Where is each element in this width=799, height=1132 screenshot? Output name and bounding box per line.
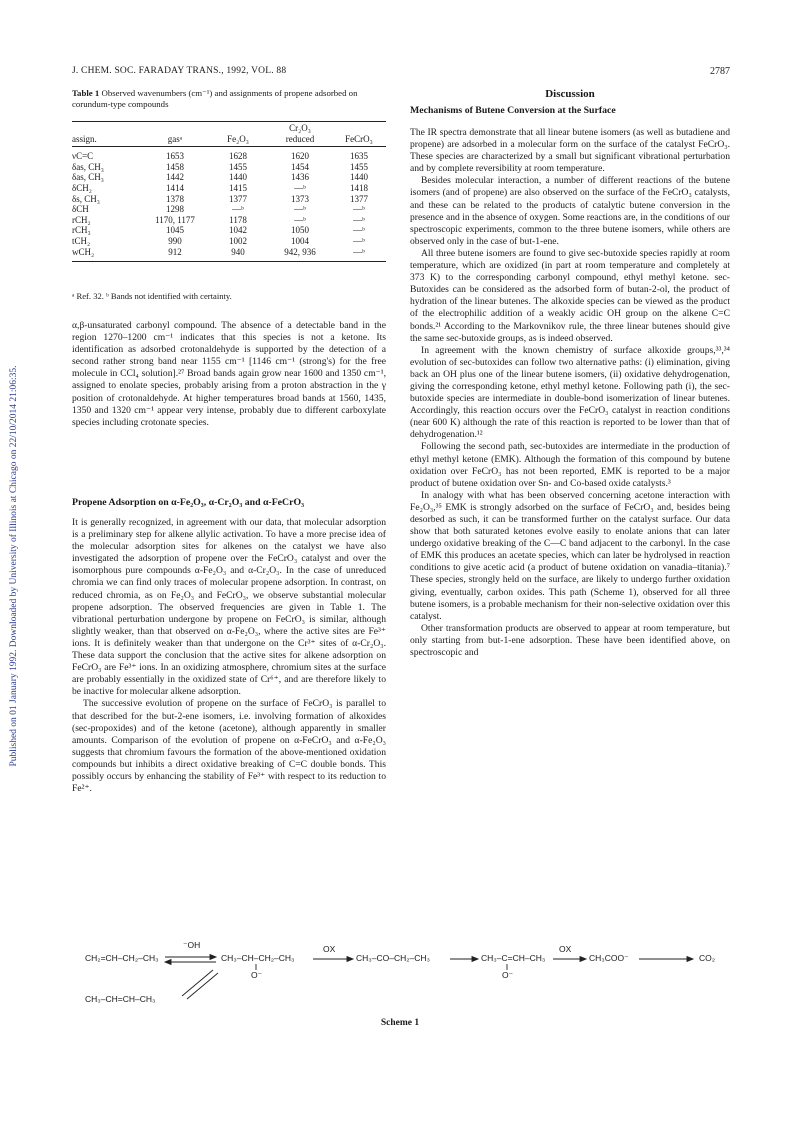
wavenumber-cell: 1455 bbox=[229, 161, 247, 172]
table-caption-label: Table 1 bbox=[72, 88, 100, 98]
right-paragraph-2: Besides molecular interaction, a number of different reactions of the butene isomers (and of propene) are also observed on the surface of the FeCrO₃ catalysts, and these can be related to the products of catalytic butene conversion in the presence and in the absence of oxygen. Some reactions are, in the conditions of our spectroscopic experiments, common to the three butene isomers, while others are observed only in the case of but-1-ene. bbox=[410, 175, 730, 247]
ox-label-2: OX bbox=[559, 944, 572, 954]
table-row bbox=[72, 194, 386, 205]
reactant-but-1-ene: CH₂=CH–CH₂–CH₃ bbox=[85, 953, 159, 963]
table-header-fecro3: FeCrO₃ bbox=[332, 134, 386, 147]
page-number: 2787 bbox=[710, 66, 730, 77]
table-caption-text: Observed wavenumbers (cm⁻¹) and assignments of propene adsorbed on corundum-type compounds bbox=[72, 88, 358, 109]
wavenumber-cell: 942, 936 bbox=[268, 247, 332, 262]
arrowhead bbox=[347, 957, 353, 962]
carbon-dioxide: CO₂ bbox=[699, 953, 716, 963]
table-header-reduced: reduced bbox=[268, 134, 332, 147]
wavenumber-cell: —ᵇ bbox=[353, 225, 365, 236]
arrowhead bbox=[210, 955, 216, 960]
wavenumber-cell: 1440 bbox=[350, 172, 368, 183]
wavenumber-cell: —ᵇ bbox=[294, 214, 306, 225]
reactant-but-2-ene: CH₃–CH=CH–CH₃ bbox=[85, 994, 156, 1004]
wavenumber-cell: 1045 bbox=[166, 225, 184, 236]
wavenumber-cell: —ᵇ bbox=[353, 235, 365, 246]
table-row bbox=[72, 247, 386, 262]
table-footnote: ᵃ Ref. 32. ᵇ Bands not identified with certainty. bbox=[72, 291, 232, 301]
table-row bbox=[72, 225, 386, 236]
wavenumber-cell: 1455 bbox=[350, 161, 368, 172]
assignment-cell: νC=C bbox=[72, 151, 94, 162]
wavenumber-cell: —ᵇ bbox=[294, 182, 306, 193]
diagonal-line bbox=[187, 973, 218, 999]
left-paragraph-1: α,β-unsaturated carbonyl compound. The absence of a detectable band in the region 1270–1200 cm⁻¹ indicates that this species is not a ketone. Its identification as adsorbed crotonaldehyde is supported by the detection of a second rather strong band near 1155 cm⁻¹ [1146 cm⁻¹ (strong's) for the free molecule in CCl₄ solution].²⁷ Broad bands again grow near 1600 and 1350 cm⁻¹, assigned to enolate species, probably arising from a proton abstraction in the γ position of crotonaldehyde. At higher temperatures broad bands at 1560, 1435, 1350 and 1320 cm⁻¹ appear very intense, probably due to different carboxylate species including crotonate species. bbox=[72, 320, 386, 428]
table-body bbox=[72, 147, 386, 262]
wavenumber-cell: 1414 bbox=[166, 182, 184, 193]
wavenumber-cell: 1454 bbox=[291, 161, 309, 172]
assignment-cell: δCH₂ bbox=[72, 182, 92, 193]
sec-butoxide-oxygen: O⁻ bbox=[251, 970, 263, 980]
right-paragraph-5: Following the second path, sec-butoxides are intermediate in the production of ethyl methyl ketone (EMK). Although the formation of this compound by butene oxidation over FeCrO₃ has not been reported, EMK is reported to be a major product of butene oxidation over Sn- and Co-based oxide catalysts.³ bbox=[410, 441, 730, 489]
arrowhead bbox=[580, 957, 586, 962]
assignment-cell: δas, CH₃ bbox=[72, 172, 104, 183]
running-head: J. CHEM. SOC. FARADAY TRANS., 1992, VOL. 88 bbox=[72, 66, 287, 76]
wavenumber-cell: —ᵇ bbox=[353, 214, 365, 225]
wavenumber-cell: 912 bbox=[142, 247, 208, 262]
assignment-cell: rCH₃ bbox=[72, 225, 91, 236]
discussion-title: Discussion bbox=[545, 88, 595, 100]
right-column bbox=[410, 127, 730, 659]
wavenumber-cell: 1620 bbox=[291, 151, 309, 162]
ethyl-methyl-ketone: CH₃–CO–CH₂–CH₃ bbox=[356, 953, 430, 963]
wavenumber-cell: 1458 bbox=[166, 161, 184, 172]
arrowhead bbox=[687, 957, 693, 962]
wavenumber-cell: 940 bbox=[208, 247, 268, 262]
arrowhead bbox=[165, 960, 171, 965]
wavenumber-cell: 990 bbox=[168, 235, 182, 246]
wavenumber-cell: 1378 bbox=[166, 193, 184, 204]
assignment-cell: rCH₂ bbox=[72, 214, 91, 225]
wavenumber-cell: 1050 bbox=[291, 225, 309, 236]
wavenumber-cell: 1042 bbox=[229, 225, 247, 236]
sec-butoxide: CH₃–CH–CH₂–CH₃ bbox=[221, 953, 295, 963]
table-row bbox=[72, 162, 386, 173]
table-row bbox=[72, 183, 386, 194]
right-paragraph-7: Other transformation products are observed to appear at room temperature, but only starting from but-1-ene adsorption. These have been identified above, on spectroscopic and bbox=[410, 622, 730, 659]
wavenumber-cell: 1377 bbox=[229, 193, 247, 204]
assignment-cell: wCH₂ bbox=[72, 247, 142, 262]
assignment-cell: δCH bbox=[72, 204, 89, 215]
table-row bbox=[72, 204, 386, 215]
wavenumber-cell: —ᵇ bbox=[294, 204, 306, 215]
assignment-cell: δs, CH₃ bbox=[72, 193, 100, 204]
left-column-upper bbox=[72, 320, 386, 429]
oh-label: ⁻OH bbox=[183, 940, 201, 950]
wavenumber-cell: 1628 bbox=[229, 151, 247, 162]
table-header-cr2o3: Cr₂O₃ bbox=[289, 123, 311, 133]
left-paragraph-3: The successive evolution of propene on the surface of FeCrO₃ is parallel to that described for the but-2-ene isomers, i.e. involving formation of alkoxides (sec-propoxides) and of the ketone (acetone), although apparently in smaller amounts. Comparison of the evolution of propene on α-FeCrO₃ and α-Fe₂O₃ suggests that chromium favours the formation of the above-mentioned oxidation compounds but inhibits a direct oxidative breaking of C=C double bonds. This possibly occurs by enhancing the stability of Fe³⁺ with respect to its reduction to Fe²⁺. bbox=[72, 698, 386, 795]
scheme-caption: Scheme 1 bbox=[380, 1018, 420, 1028]
right-paragraph-6: In analogy with what has been observed concerning acetone interaction with Fe₂O₃,³⁵ EMK is strongly adsorbed on the surface of FeCrO₃ and, besides being desorbed as such, it can be transformed further on the catalyst surface. Our data show that both saturated ketones evolve easily to enolate anions that can later undergo oxidative breaking of the C—C band adjacent to the carbonyl. In the case of EMK this produces an acetate species, which can later be hydrolysed in reaction conditions to give acetic acid (a product of butene oxidation on vanadia–titania).⁷ These species, strongly held on the surface, are likely to undergo further oxidation giving, eventually, carbon oxides. This path (Scheme 1), observed for all three butene isomers, is a probable mechanism for their non-selective oxidation over this catalyst. bbox=[410, 489, 730, 622]
wavenumber-cell: 1415 bbox=[229, 182, 247, 193]
wavenumber-cell: 1373 bbox=[291, 193, 309, 204]
left-column-lower bbox=[72, 517, 386, 795]
right-paragraph-4: In agreement with the known chemistry of surface alkoxide groups,³³,³⁴ evolution of sec-butoxides can follow two alternative paths: (i) elimination, giving back an OH plus one of the linear butene isomers, (ii) oxidative dehydrogenation, giving the corresponding ketone, ethyl methyl ketone. Following path (i), the sec-butoxide species are intermediate in double-bond isomerization of linear butenes. Accordingly, this reaction occurs over the FeCrO₃ catalyst in reaction conditions (near 600 K) although the rate of this reaction is reported to be lower than that of dehydrogenation.¹² bbox=[410, 344, 730, 441]
wavenumber-cell: —ᵇ bbox=[332, 247, 386, 262]
wavenumber-cell: 1004 bbox=[291, 235, 309, 246]
provenance-text: Published on 01 January 1992. Downloaded by University of Illinois at Chicago on 22/10/2014 21:06:35. bbox=[9, 365, 19, 767]
provenance-sidebar bbox=[6, 0, 22, 1132]
enolate: CH₃–C=CH–CH₃ bbox=[481, 953, 546, 963]
table-row bbox=[72, 147, 386, 162]
wavenumber-cell: —ᵇ bbox=[232, 204, 244, 215]
table-header-fe2o3: Fe₂O₃ bbox=[208, 134, 268, 147]
table-row bbox=[72, 172, 386, 183]
wavenumber-cell: 1377 bbox=[350, 193, 368, 204]
table-header-assign: assign. bbox=[72, 134, 142, 147]
right-section-heading: Mechanisms of Butene Conversion at the Surface bbox=[410, 105, 616, 116]
wavenumber-cell: —ᵇ bbox=[353, 204, 365, 215]
wavenumber-cell: 1635 bbox=[350, 151, 368, 162]
reaction-scheme bbox=[85, 940, 745, 1014]
table-caption bbox=[72, 88, 386, 109]
left-section-heading: Propene Adsorption on α-Fe₂O₃, α-Cr₂O₃ and α-FeCrO₃ bbox=[72, 497, 305, 508]
wavenumber-table bbox=[72, 123, 386, 262]
assignment-cell: tCH₂ bbox=[72, 235, 91, 246]
wavenumber-cell: 1178 bbox=[229, 214, 247, 225]
right-paragraph-1: The IR spectra demonstrate that all linear butene isomers (as well as butadiene and propene) are adsorbed in a molecular form on the surface of the catalyst FeCrO₃. These species are characterized by a small but significant vibrational perturbation and by complete reversibility at room temperature. bbox=[410, 127, 730, 175]
table-top-rule bbox=[72, 121, 386, 122]
wavenumber-cell: 1436 bbox=[291, 172, 309, 183]
ox-label-1: OX bbox=[323, 944, 336, 954]
wavenumber-cell: 1170, 1177 bbox=[155, 214, 195, 225]
enolate-oxygen: O⁻ bbox=[502, 970, 514, 980]
wavenumber-cell: 1442 bbox=[166, 172, 184, 183]
assignment-cell: δas, CH₃ bbox=[72, 161, 104, 172]
acetate: CH₃COO⁻ bbox=[589, 953, 629, 963]
arrowhead bbox=[472, 957, 478, 962]
wavenumber-cell: 1418 bbox=[350, 182, 368, 193]
diagonal-line bbox=[182, 970, 213, 996]
right-paragraph-3: All three butene isomers are found to give sec-butoxide species rapidly at room temperature, which are oxidized (in part at room temperature and completely at 373 K) to the corresponding carbonyl compound, ethyl methyl ketone. sec-Butoxides can be considered as the adsorbed form of butan-2-ol, the product of hydration of the linear butenes. The alkoxide species can be viewed as the product of the electrophilic addition of a weakly acidic OH group on the alkene C=C bonds.²¹ According to the Markovnikov rule, the three linear butenes should give the same sec-butoxide groups, as is indeed observed. bbox=[410, 247, 730, 344]
wavenumber-cell: 1002 bbox=[229, 235, 247, 246]
wavenumber-cell: 1440 bbox=[229, 172, 247, 183]
left-paragraph-2: It is generally recognized, in agreement with our data, that molecular adsorption is a preliminary step for alkene allylic activation. To have a more precise idea of the molecular adsorption sites for alkenes on the catalyst we have also investigated the adsorption of propene over the FeCrO₃ catalyst and over the isomorphous pure compounds α-Fe₂O₃ and α-Cr₂O₃. In the case of unreduced chromia we can find only traces of molecular propene adsorption. In contrast, on reduced chromia, as on Fe₂O₃ and FeCrO₃, we observe substantial molecular propene adsorption. The observed frequencies are given in Table 1. The vibrational perturbation undergone by propene on FeCrO₃ is similar, although slightly weaker, than that observed on α-Fe₂O₃, where the active sites are Fe³⁺ ions. It is definitely weaker than that undergone on the Cr³⁺ sites of α-Cr₂O₃. These data support the conclusion that the active sites for alkene adsorption on FeCrO₃ are Fe³⁺ ions. In an oxidizing atmosphere, chromium sites at the surface are probably essentially in the oxidized state of Cr⁶⁺, and are therefore likely to be inactive for molecular alkene adsorption. bbox=[72, 517, 386, 698]
wavenumber-cell: 1298 bbox=[166, 204, 184, 215]
wavenumber-cell: 1653 bbox=[166, 151, 184, 162]
table-row bbox=[72, 236, 386, 247]
table-header-gas: gasᵃ bbox=[142, 134, 208, 147]
table-row bbox=[72, 215, 386, 226]
